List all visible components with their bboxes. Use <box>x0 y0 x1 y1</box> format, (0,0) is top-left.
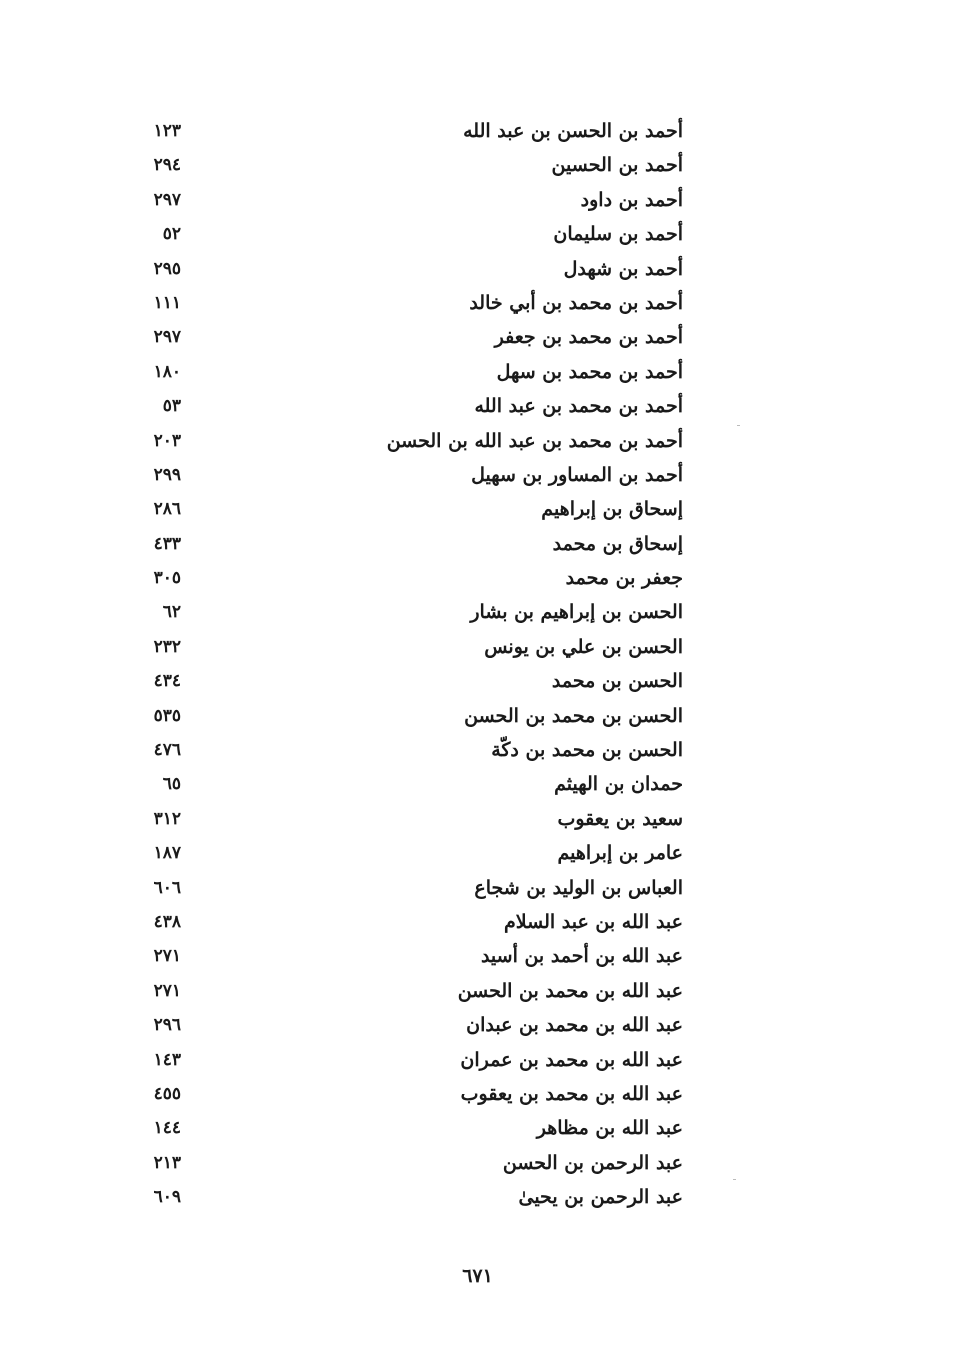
entry-page-number: ٤٣٤ <box>153 671 181 692</box>
entry-page-number: ١٢٣ <box>153 121 181 141</box>
entry-name: العباس بن الوليد بن شجاع <box>474 876 683 899</box>
entry-page-number: ٢٩٧ <box>153 327 181 348</box>
entry-page-number: ٢٧١ <box>153 946 181 967</box>
entry-page-number: ٤٣٨ <box>153 911 181 932</box>
entry-page-number: ٢٩٥ <box>153 258 181 279</box>
entry-page-number: ٢٠٣ <box>153 430 181 451</box>
entry-name: أحمد بن محمد بن أبي خالد <box>469 291 683 314</box>
index-entry <box>0 286 955 320</box>
entry-name: جعفر بن محمد <box>565 567 683 590</box>
index-entry <box>0 458 955 492</box>
entry-name: حمدان بن الهيثم <box>554 773 683 796</box>
entry-page-number: ١٤٤ <box>153 1118 181 1139</box>
entry-name: سعيد بن يعقوب <box>557 807 683 830</box>
entry-page-number: ٢٩٧ <box>153 189 181 210</box>
index-entry <box>0 1180 955 1214</box>
entry-page-number: ٦٠٦ <box>153 877 181 898</box>
entry-name: أحمد بن داود <box>580 188 683 211</box>
entry-page-number: ١٨٧ <box>153 843 181 864</box>
index-entry <box>0 183 955 217</box>
entry-name: إسحاق بن إبراهيم <box>541 498 683 521</box>
entry-name: الحسن بن علي بن يونس <box>484 635 683 658</box>
entry-name: أحمد بن الحسين <box>551 154 683 177</box>
index-entry <box>0 905 955 939</box>
index-entry <box>0 699 955 733</box>
index-entry <box>0 1008 955 1042</box>
entry-page-number: ٤٧٦ <box>153 740 181 761</box>
index-entry <box>0 320 955 354</box>
index-entry <box>0 355 955 389</box>
entry-name: إسحاق بن محمد <box>552 532 683 555</box>
entry-name: أحمد بن محمد بن جعفر <box>494 326 683 349</box>
entry-name: أحمد بن محمد بن عبد الله بن الحسن <box>386 429 683 452</box>
index-entry <box>0 424 955 458</box>
entry-name: أحمد بن محمد بن عبد الله <box>474 395 683 418</box>
entry-name: عبد الله بن محمد بن الحسن <box>457 979 683 1002</box>
entry-page-number: ١١١ <box>153 292 181 313</box>
entry-page-number: ٥٢ <box>162 224 181 245</box>
entry-page-number: ٣٠٥ <box>153 568 181 589</box>
entry-page-number: ١٤٣ <box>153 1049 181 1070</box>
index-entry <box>0 252 955 286</box>
entry-page-number: ٤٣٣ <box>153 533 181 554</box>
entry-page-number: ٤٥٥ <box>153 1083 181 1104</box>
entry-page-number: ٥٣ <box>162 396 181 417</box>
index-entry <box>0 939 955 973</box>
entry-name: أحمد بن الحسن بن عبد الله <box>463 120 683 142</box>
entry-name: الحسن بن محمد بن دكّة <box>491 739 683 762</box>
entry-name: أحمد بن شهدل <box>563 257 683 280</box>
index-entry <box>0 561 955 595</box>
entry-name: عبد الله بن محمد بن عمران <box>460 1048 683 1071</box>
entry-page-number: ٢٣٢ <box>153 636 181 657</box>
index-entry <box>0 1146 955 1180</box>
entry-page-number: ٢٩٤ <box>153 155 181 176</box>
entry-page-number: ٣١٢ <box>153 808 181 829</box>
index-entry <box>0 114 955 148</box>
entry-name: أحمد بن محمد بن سهل <box>496 360 683 383</box>
index-entry <box>0 148 955 182</box>
index-entry <box>0 974 955 1008</box>
index-entry <box>0 1077 955 1111</box>
entry-page-number: ٥٣٥ <box>153 705 181 726</box>
entry-page-number: ٢٩٦ <box>153 1015 181 1036</box>
entry-page-number: ٦٢ <box>162 602 181 623</box>
entry-page-number: ٦٥ <box>162 774 181 795</box>
entry-page-number: ٢٨٦ <box>153 499 181 520</box>
index-entry <box>0 492 955 526</box>
index-entry <box>0 664 955 698</box>
entry-page-number: ٢٩٩ <box>153 464 181 485</box>
entry-name: أحمد بن سليمان <box>553 223 683 246</box>
entry-name: عبد الله بن أحمد بن أسيد <box>480 945 683 968</box>
index-entry <box>0 1043 955 1077</box>
entry-name: عبد الله بن مظاهر <box>536 1117 683 1140</box>
entry-name: عبد الله بن محمد بن يعقوب <box>460 1082 683 1105</box>
entry-name: أحمد بن المساور بن سهيل <box>471 463 683 486</box>
entry-page-number: ٢٧١ <box>153 980 181 1001</box>
scan-speck <box>737 425 740 426</box>
entry-page-number: ٢١٣ <box>153 1152 181 1173</box>
index-entry <box>0 836 955 870</box>
entry-name: عبد الله بن عبد السلام <box>504 910 683 933</box>
page-number: ٦٧١ <box>462 1265 493 1287</box>
entry-name: عبد الرحمن بن يحيىٰ <box>518 1186 683 1209</box>
scan-speck <box>733 1179 736 1180</box>
index-entry <box>0 767 955 801</box>
entry-name: عامر بن إبراهيم <box>557 842 683 865</box>
entry-name: الحسن بن محمد <box>551 670 683 693</box>
index-entry <box>0 595 955 629</box>
index-entry <box>0 630 955 664</box>
index-entry <box>0 217 955 251</box>
index-entry <box>0 733 955 767</box>
entry-name: الحسن بن محمد بن الحسن <box>464 704 683 727</box>
index-entry <box>0 389 955 423</box>
entry-name: الحسن بن إبراهيم بن بشار <box>470 601 683 624</box>
entry-page-number: ٦٠٩ <box>153 1187 181 1208</box>
index-entry <box>0 1111 955 1145</box>
index-entry <box>0 527 955 561</box>
entry-name: عبد الله بن محمد بن عبدان <box>466 1014 683 1037</box>
entry-name: عبد الرحمن بن الحسن <box>502 1151 683 1174</box>
index-entry <box>0 871 955 905</box>
index-entry <box>0 802 955 836</box>
index-list <box>0 114 955 1215</box>
entry-page-number: ١٨٠ <box>153 361 181 382</box>
